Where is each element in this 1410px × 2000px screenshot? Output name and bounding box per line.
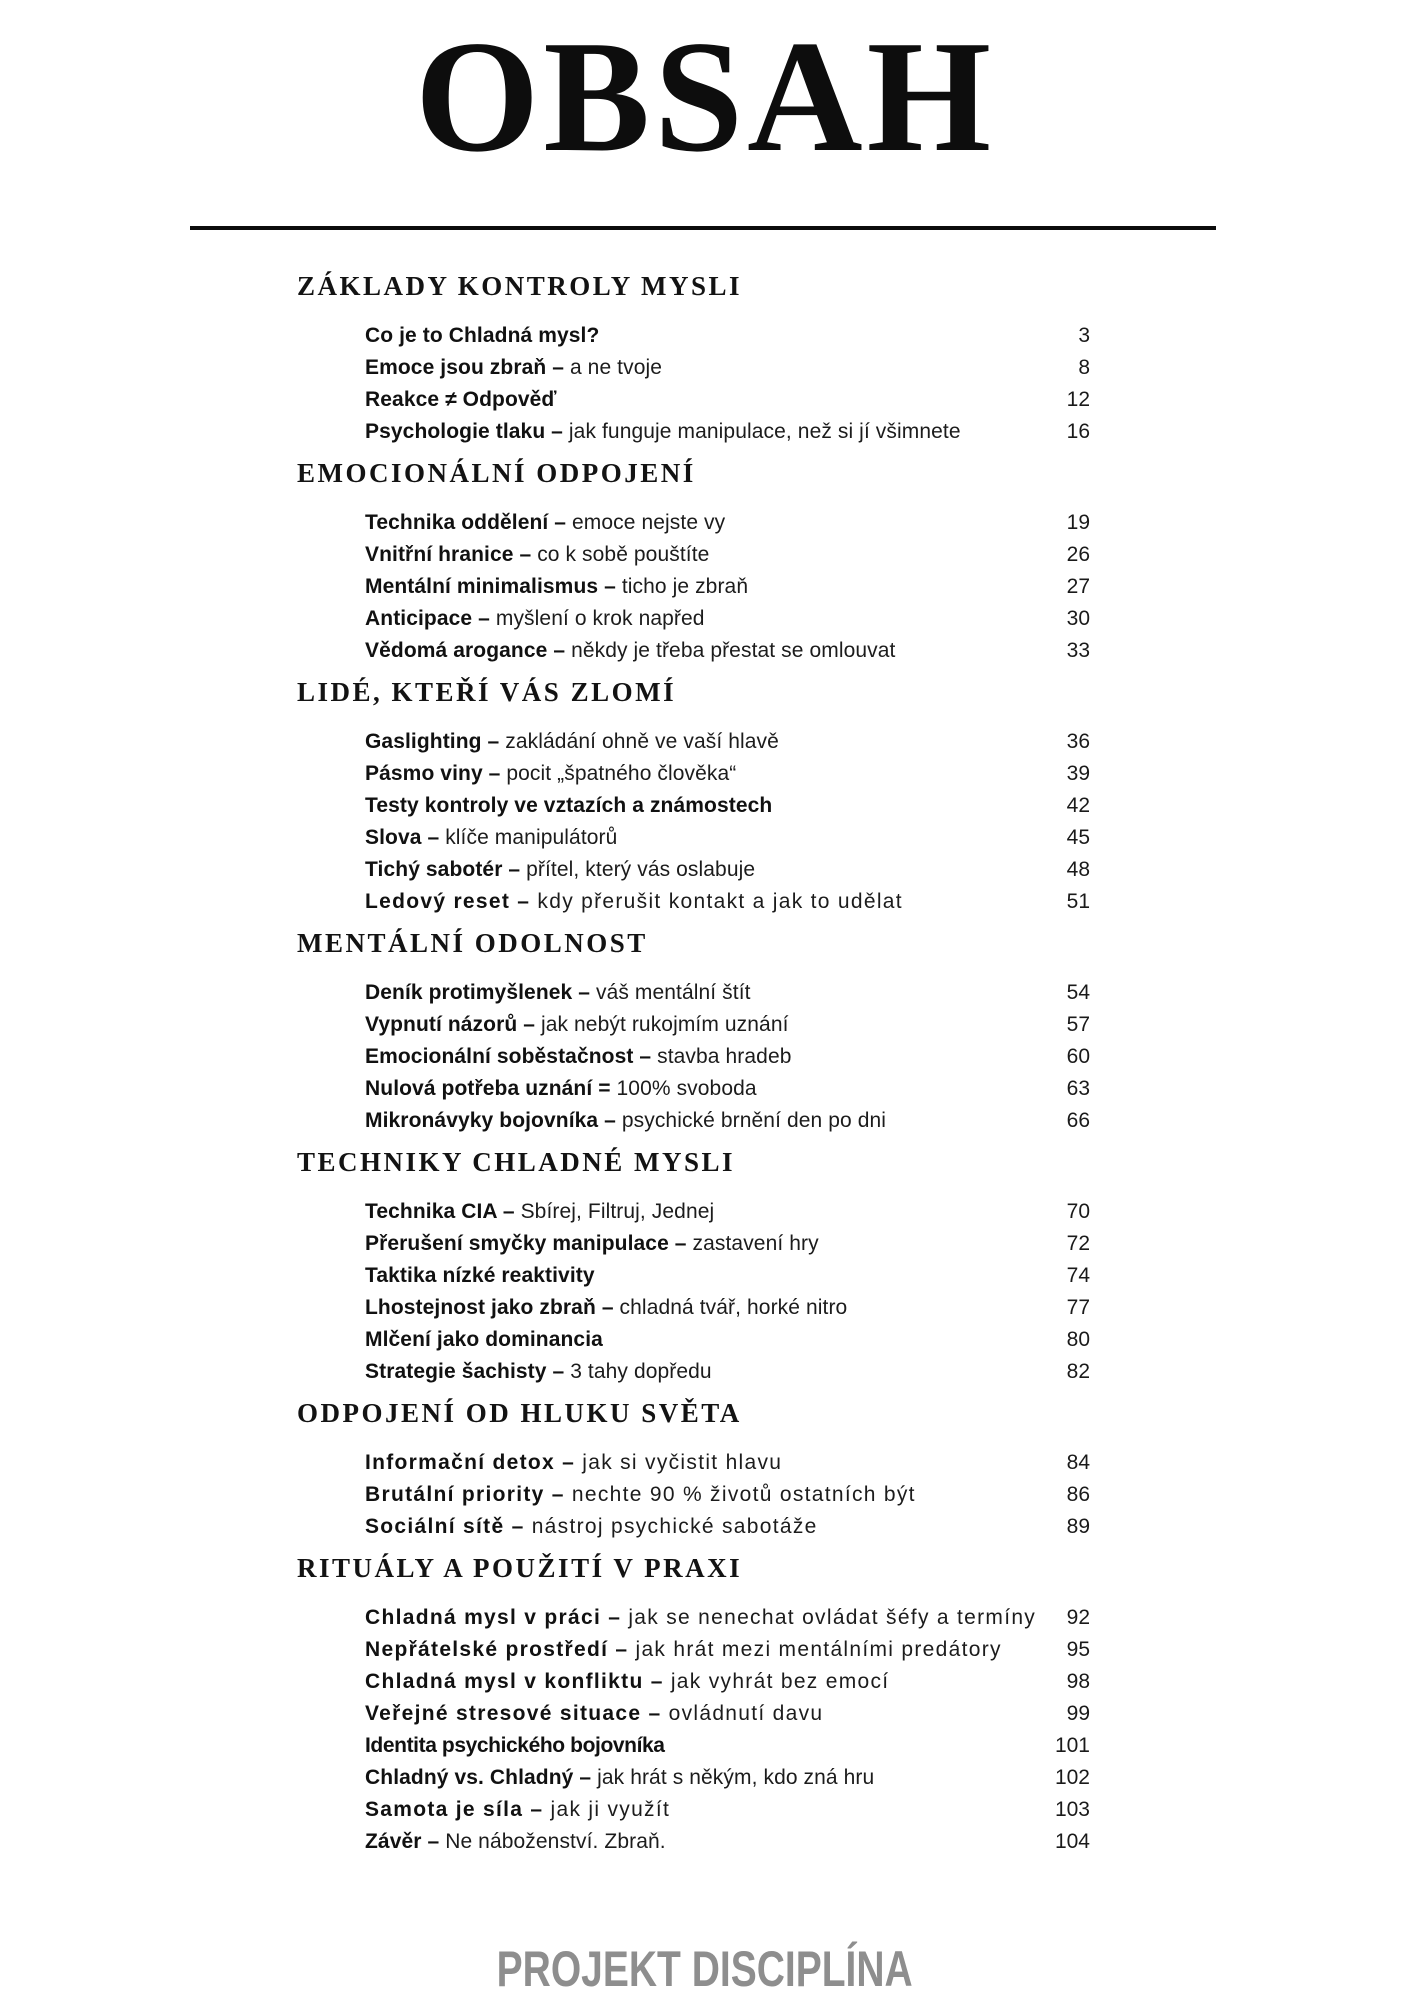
section-entries — [297, 512, 1090, 661]
entry-title-description: ovládnutí davu — [668, 1702, 824, 1725]
entry-title — [365, 421, 961, 442]
entry-page-number: 89 — [1066, 1515, 1090, 1538]
toc-entry[interactable] — [365, 1516, 1090, 1537]
toc-entry[interactable] — [365, 763, 1090, 784]
toc-section — [297, 1147, 1090, 1382]
entry-page-number: 60 — [1066, 1045, 1090, 1068]
toc-entry[interactable] — [365, 859, 1090, 880]
toc-entry[interactable] — [365, 1297, 1090, 1318]
section-heading: LIDÉ, KTEŘÍ VÁS ZLOMÍ — [297, 677, 677, 707]
entry-title-description: zakládání ohně ve vaší hlavě — [505, 730, 779, 753]
entry-title-description: někdy je třeba přestat se omlouvat — [571, 639, 896, 662]
entry-title-lead: Samota je síla – — [365, 1798, 544, 1821]
entry-title — [365, 640, 895, 661]
page-title: OBSAH — [414, 7, 996, 185]
entry-page-number: 103 — [1054, 1798, 1090, 1821]
entry-title-lead: Gaslighting – — [365, 730, 500, 753]
entry-title — [365, 1361, 712, 1382]
entry-title-lead: Mentální minimalismus – — [365, 575, 616, 598]
entry-title-description: myšlení o krok napřed — [495, 607, 705, 630]
entry-title-lead: Pásmo viny – — [365, 762, 501, 785]
entry-title-description: a ne tvoje — [569, 356, 663, 379]
entry-title-description: Sbírej, Filtruj, Jednej — [520, 1200, 715, 1223]
entry-title-description: jak nebýt rukojmím uznání — [540, 1013, 789, 1036]
entry-title-description: psychické brnění den po dni — [621, 1109, 887, 1132]
entry-title — [365, 608, 705, 629]
toc-entry[interactable] — [365, 1671, 1090, 1692]
entry-title-description: jak hrát mezi mentálními predátory — [635, 1638, 1002, 1661]
toc-entry[interactable] — [365, 1361, 1090, 1382]
entry-title-description: jak funguje manipulace, než si jí všimnete — [568, 420, 961, 443]
toc-entry[interactable] — [365, 1110, 1090, 1131]
toc-entry[interactable] — [365, 1639, 1090, 1660]
toc-entry[interactable] — [365, 1767, 1090, 1788]
entry-page-number: 30 — [1066, 607, 1090, 630]
entry-title-description: ticho je zbraň — [621, 575, 749, 598]
entry-page-number: 39 — [1066, 762, 1090, 785]
toc-entry[interactable] — [365, 1233, 1090, 1254]
entry-title-lead: Vědomá arogance – — [365, 639, 566, 662]
entry-title — [365, 1452, 782, 1473]
entry-page-number: 42 — [1066, 794, 1090, 817]
entry-title-lead: Mlčení jako dominancia — [365, 1328, 603, 1351]
section-heading: ODPOJENÍ OD HLUKU SVĚTA — [297, 1398, 742, 1428]
entry-title-lead: Chladný vs. Chladný – — [365, 1766, 592, 1789]
entry-title-lead: Mikronávyky bojovníka – — [365, 1109, 616, 1132]
entry-title — [365, 1703, 823, 1724]
entry-title-description: nástroj psychické sabotáže — [531, 1515, 818, 1538]
entry-title — [365, 1265, 595, 1286]
entry-page-number: 3 — [1078, 324, 1090, 347]
entry-page-number: 92 — [1066, 1606, 1090, 1629]
entry-page-number: 51 — [1066, 890, 1090, 913]
entry-title-lead: Veřejné stresové situace – — [365, 1702, 662, 1725]
entry-title-lead: Tichý sabotér – — [365, 858, 521, 881]
entry-title-lead: Ledový reset – — [365, 890, 531, 913]
entry-title — [365, 1014, 789, 1035]
entry-title-lead: Reakce ≠ Odpověď — [365, 388, 557, 411]
toc-entry[interactable] — [365, 1329, 1090, 1350]
entry-page-number: 48 — [1066, 858, 1090, 881]
entry-title-lead: Lhostejnost jako zbraň – — [365, 1296, 614, 1319]
entry-title-description: přítel, který vás oslabuje — [526, 858, 756, 881]
entry-page-number: 95 — [1066, 1638, 1090, 1661]
toc-section — [297, 1398, 1090, 1537]
entry-title-lead: Deník protimyšlenek – — [365, 981, 591, 1004]
entry-title-description: 3 tahy dopředu — [570, 1360, 712, 1383]
entry-title-description: jak se nenechat ovládat šéfy a termíny — [628, 1606, 1037, 1629]
entry-title — [365, 1297, 847, 1318]
entry-title-lead: Strategie šachisty – — [365, 1360, 565, 1383]
toc-entry[interactable] — [365, 731, 1090, 752]
entry-title-description: jak si vyčistit hlavu — [582, 1451, 783, 1474]
entry-title-description: Ne náboženství. Zbraň. — [445, 1830, 666, 1853]
entry-title — [365, 1831, 666, 1852]
entry-title-lead: Informační detox – — [365, 1451, 576, 1474]
toc-section — [297, 1553, 1090, 1852]
entry-title — [365, 389, 557, 410]
entry-page-number: 57 — [1066, 1013, 1090, 1036]
section-heading: ZÁKLADY KONTROLY MYSLI — [297, 271, 743, 301]
entry-page-number: 77 — [1066, 1296, 1090, 1319]
entry-title-lead: Brutální priority – — [365, 1483, 565, 1506]
entry-page-number: 72 — [1066, 1232, 1090, 1255]
entry-title-description: jak ji využít — [550, 1798, 671, 1821]
section-entries — [297, 1607, 1090, 1852]
entry-title-lead: Anticipace – — [365, 607, 490, 630]
entry-title-lead: Technika oddělení – — [365, 511, 567, 534]
toc-entry[interactable] — [365, 325, 1090, 346]
toc-entry[interactable] — [365, 827, 1090, 848]
entry-title — [365, 1735, 665, 1756]
section-entries — [297, 1452, 1090, 1537]
entry-page-number: 12 — [1066, 388, 1090, 411]
entry-title-lead: Emoce jsou zbraň – — [365, 356, 565, 379]
toc-section — [297, 928, 1090, 1131]
entry-title-lead: Vnitřní hranice – — [365, 543, 532, 566]
entry-page-number: 63 — [1066, 1077, 1090, 1100]
toc-entry[interactable] — [365, 1607, 1090, 1628]
entry-title — [365, 1799, 670, 1820]
toc-entry[interactable] — [365, 421, 1090, 442]
entry-title-description: co k sobě pouštíte — [537, 543, 710, 566]
entry-page-number: 74 — [1066, 1264, 1090, 1287]
entry-title — [365, 1233, 819, 1254]
entry-title-description: váš mentální štít — [595, 981, 751, 1004]
entry-title-description: chladná tvář, horké nitro — [619, 1296, 848, 1319]
entry-page-number: 98 — [1066, 1670, 1090, 1693]
toc-entry[interactable] — [365, 1452, 1090, 1473]
toc-entry[interactable] — [365, 1046, 1090, 1067]
section-heading: TECHNIKY CHLADNÉ MYSLI — [297, 1147, 736, 1177]
entry-title — [365, 1516, 818, 1537]
toc-entry[interactable] — [365, 576, 1090, 597]
toc-entry[interactable] — [365, 544, 1090, 565]
entry-page-number: 80 — [1066, 1328, 1090, 1351]
entry-title — [365, 325, 599, 346]
entry-page-number: 33 — [1066, 639, 1090, 662]
title-divider — [190, 226, 1216, 230]
toc-entry[interactable] — [365, 1201, 1090, 1222]
section-entries — [297, 982, 1090, 1131]
entry-title-lead: Vypnutí názorů – — [365, 1013, 535, 1036]
entry-title — [365, 544, 709, 565]
entry-title-description: zastavení hry — [692, 1232, 819, 1255]
section-heading: MENTÁLNÍ ODOLNOST — [297, 928, 648, 958]
entry-title — [365, 731, 779, 752]
entry-title-lead: Chladná mysl v konfliktu – — [365, 1670, 664, 1693]
entry-title-lead: Psychologie tlaku – — [365, 420, 563, 443]
entry-title — [365, 512, 725, 533]
entry-title-lead: Přerušení smyčky manipulace – — [365, 1232, 687, 1255]
entry-title — [365, 357, 662, 378]
entry-title-lead: Identita psychického bojovníka — [365, 1734, 665, 1757]
toc-entry[interactable] — [365, 1831, 1090, 1852]
entry-title — [365, 891, 903, 912]
toc-entry[interactable] — [365, 1014, 1090, 1035]
entry-page-number: 8 — [1078, 356, 1090, 379]
entry-title-lead: Taktika nízké reaktivity — [365, 1264, 595, 1287]
section-heading: EMOCIONÁLNÍ ODPOJENÍ — [297, 458, 696, 488]
toc-entry[interactable] — [365, 512, 1090, 533]
toc-section — [297, 458, 1090, 661]
entry-title-lead: Závěr – — [365, 1830, 440, 1853]
entry-title — [365, 1110, 886, 1131]
section-entries — [297, 1201, 1090, 1382]
entry-page-number: 102 — [1054, 1766, 1090, 1789]
entry-title — [365, 1639, 1002, 1660]
section-entries — [297, 325, 1090, 442]
brand-text: PROJEKT DISCIPLÍNA — [496, 1941, 914, 1997]
entry-page-number: 104 — [1054, 1830, 1090, 1853]
entry-page-number: 45 — [1066, 826, 1090, 849]
entry-title — [365, 576, 748, 597]
entry-title-lead: Technika CIA – — [365, 1200, 515, 1223]
page-footer — [0, 1941, 1410, 1997]
entry-title — [365, 1607, 1036, 1628]
entry-page-number: 101 — [1054, 1734, 1090, 1757]
entry-title-lead: Testy kontroly ve vztazích a známostech — [365, 794, 773, 817]
toc-entry[interactable] — [365, 795, 1090, 816]
entry-title-description: jak vyhrát bez emocí — [670, 1670, 890, 1693]
entry-page-number: 27 — [1066, 575, 1090, 598]
entry-page-number: 82 — [1066, 1360, 1090, 1383]
entry-page-number: 99 — [1066, 1702, 1090, 1725]
entry-page-number: 16 — [1066, 420, 1090, 443]
entry-page-number: 70 — [1066, 1200, 1090, 1223]
toc-entry[interactable] — [365, 982, 1090, 1003]
toc-entry[interactable] — [365, 1484, 1090, 1505]
entry-page-number: 84 — [1066, 1451, 1090, 1474]
entry-title — [365, 982, 751, 1003]
section-entries — [297, 731, 1090, 912]
entry-title-lead: Co je to Chladná mysl? — [365, 324, 600, 347]
entry-title — [365, 1671, 889, 1692]
entry-title-lead: Nepřátelské prostředí – — [365, 1638, 629, 1661]
entry-title — [365, 1767, 874, 1788]
toc-entry[interactable] — [365, 1735, 1090, 1756]
entry-title — [365, 1078, 757, 1099]
toc — [0, 271, 1410, 1852]
entry-title-lead: Nulová potřeba uznání = — [365, 1077, 611, 1100]
toc-entry[interactable] — [365, 1265, 1090, 1286]
entry-title — [365, 763, 736, 784]
entry-title-description: nechte 90 % životů ostatních být — [571, 1483, 916, 1506]
toc-entry[interactable] — [365, 1799, 1090, 1820]
toc-section — [297, 271, 1090, 442]
entry-title-description: 100% svoboda — [616, 1077, 757, 1100]
entry-title-lead: Slova – — [365, 826, 440, 849]
entry-title-lead: Emocionální soběstačnost – — [365, 1045, 652, 1068]
toc-entry[interactable] — [365, 1078, 1090, 1099]
toc-entry[interactable] — [365, 1703, 1090, 1724]
entry-title-description: kdy přerušit kontakt a jak to udělat — [537, 890, 903, 913]
entry-title-description: stavba hradeb — [657, 1045, 792, 1068]
entry-title — [365, 795, 772, 816]
entry-title — [365, 1329, 603, 1350]
entry-page-number: 26 — [1066, 543, 1090, 566]
entry-page-number: 36 — [1066, 730, 1090, 753]
entry-page-number: 19 — [1066, 511, 1090, 534]
entry-title — [365, 1046, 792, 1067]
entry-page-number: 54 — [1066, 981, 1090, 1004]
toc-entry[interactable] — [365, 640, 1090, 661]
toc-section — [297, 677, 1090, 912]
toc-entry[interactable] — [365, 608, 1090, 629]
toc-entry[interactable] — [365, 389, 1090, 410]
entry-title-lead: Sociální sítě – — [365, 1515, 525, 1538]
entry-title — [365, 1201, 714, 1222]
entry-title-description: pocit „špatného člověka“ — [506, 762, 737, 785]
entry-title-description: klíče manipulátorů — [445, 826, 618, 849]
section-heading: RITUÁLY A POUŽITÍ V PRAXI — [297, 1553, 743, 1583]
entry-title — [365, 1484, 916, 1505]
toc-entry[interactable] — [365, 357, 1090, 378]
entry-title-description: emoce nejste vy — [572, 511, 726, 534]
entry-page-number: 86 — [1066, 1483, 1090, 1506]
entry-title — [365, 859, 755, 880]
entry-title — [365, 827, 617, 848]
toc-entry[interactable] — [365, 891, 1090, 912]
entry-title-description: jak hrát s někým, kdo zná hru — [597, 1766, 875, 1789]
entry-page-number: 66 — [1066, 1109, 1090, 1132]
entry-title-lead: Chladná mysl v práci – — [365, 1606, 622, 1629]
